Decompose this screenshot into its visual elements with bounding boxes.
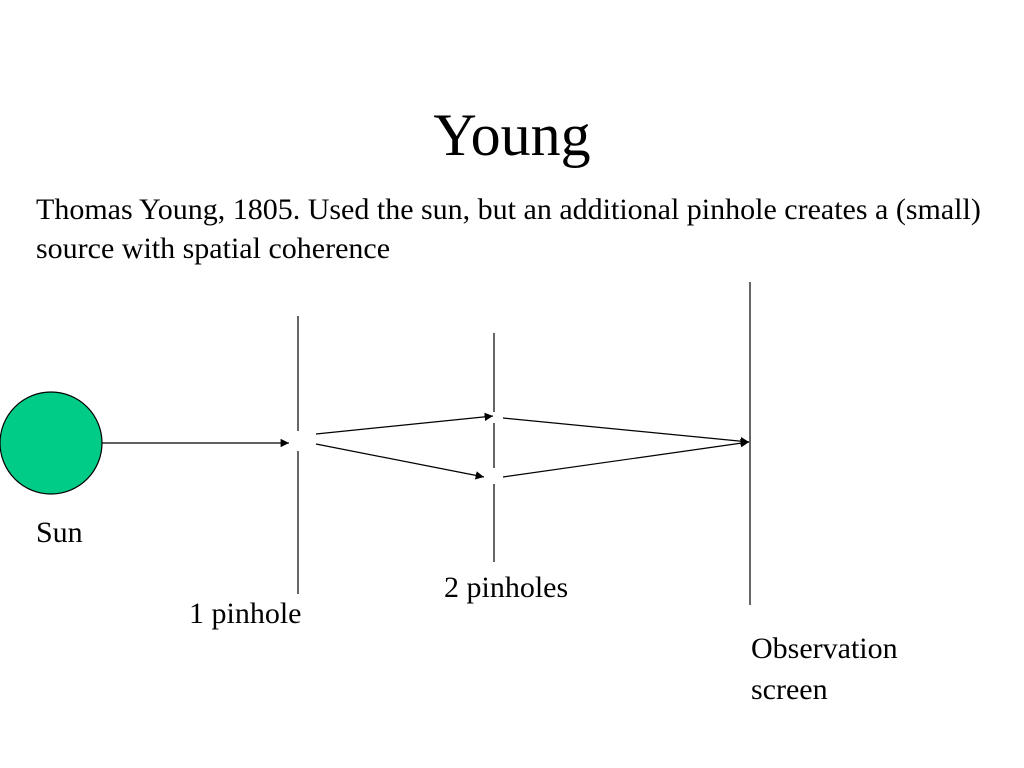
observation-screen-label: Observation screen (751, 632, 898, 706)
one-pinhole-label: 1 pinhole (189, 597, 302, 630)
ray-to-upper-pinhole (316, 416, 493, 434)
two-pinholes-label: 2 pinholes (444, 571, 569, 604)
ray-to-lower-pinhole (316, 444, 484, 477)
sun-label: Sun (36, 516, 83, 549)
sun-circle (0, 392, 102, 494)
ray-upper-to-screen (503, 418, 749, 442)
slide-body-text: Thomas Young, 1805. Used the sun, but an additional pinhole creates a (small) source with spatial coherence (36, 193, 981, 265)
ray-lower-to-screen (503, 442, 749, 477)
slide-title: Young (433, 102, 591, 168)
